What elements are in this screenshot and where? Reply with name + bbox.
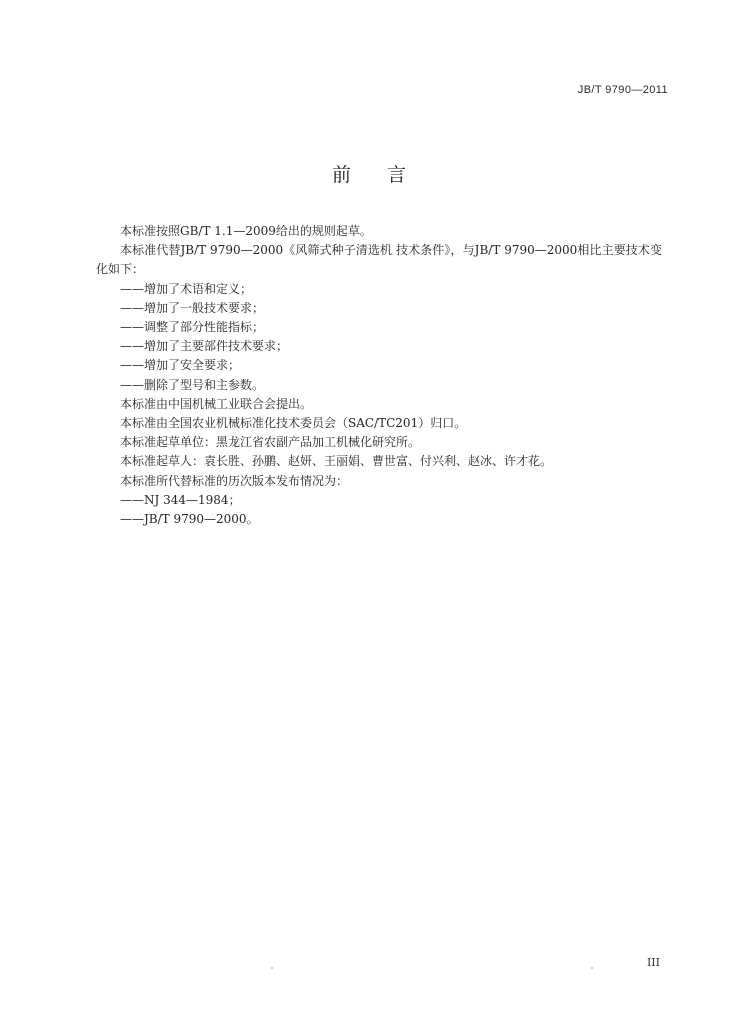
scan-speck (271, 967, 273, 969)
change-item: ——增加了主要部件技术要求； (120, 339, 289, 354)
page-number: III (646, 956, 660, 969)
standard-code-header: JB/T 9790—2011 (577, 84, 668, 96)
change-item: ——增加了安全要求； (120, 358, 241, 373)
drafting-unit-paragraph: 本标准起草单位：黑龙江省农副产品加工机械化研究所。 (120, 435, 421, 450)
drafting-rules-paragraph: 本标准按照GB/T 1.1—2009给出的规则起草。 (120, 224, 372, 238)
replacement-paragraph: 本标准代替JB/T 9790—2000《风筛式种子清选机 技术条件》，与JB/T 9790—2000相比主要技术变化如下： (96, 243, 662, 277)
change-item: ——删除了型号和主参数。 (120, 377, 265, 392)
committee-paragraph: 本标准由全国农业机械标准化技术委员会（SAC/TC201）归口。 (120, 416, 467, 431)
change-item: ——增加了术语和定义； (120, 281, 253, 296)
change-item: ——增加了一般技术要求； (120, 300, 265, 315)
page-title: 前言 (331, 164, 442, 186)
change-item: ——调整了部分性能指标； (120, 320, 265, 335)
history-paragraph: 本标准所代替标准的历次版本发布情况为： (120, 473, 349, 488)
proposer-paragraph: 本标准由中国机械工业联合会提出。 (120, 396, 313, 411)
drafters-paragraph: 本标准起草人：袁长胜、孙鹏、赵妍、王丽娟、曹世富、付兴利、赵冰、许才花。 (120, 454, 553, 469)
history-item: ——JB/T 9790—2000。 (120, 512, 259, 527)
history-item: ——NJ 344—1984； (120, 492, 241, 507)
scan-speck (591, 967, 593, 969)
foreword-body (96, 222, 662, 529)
